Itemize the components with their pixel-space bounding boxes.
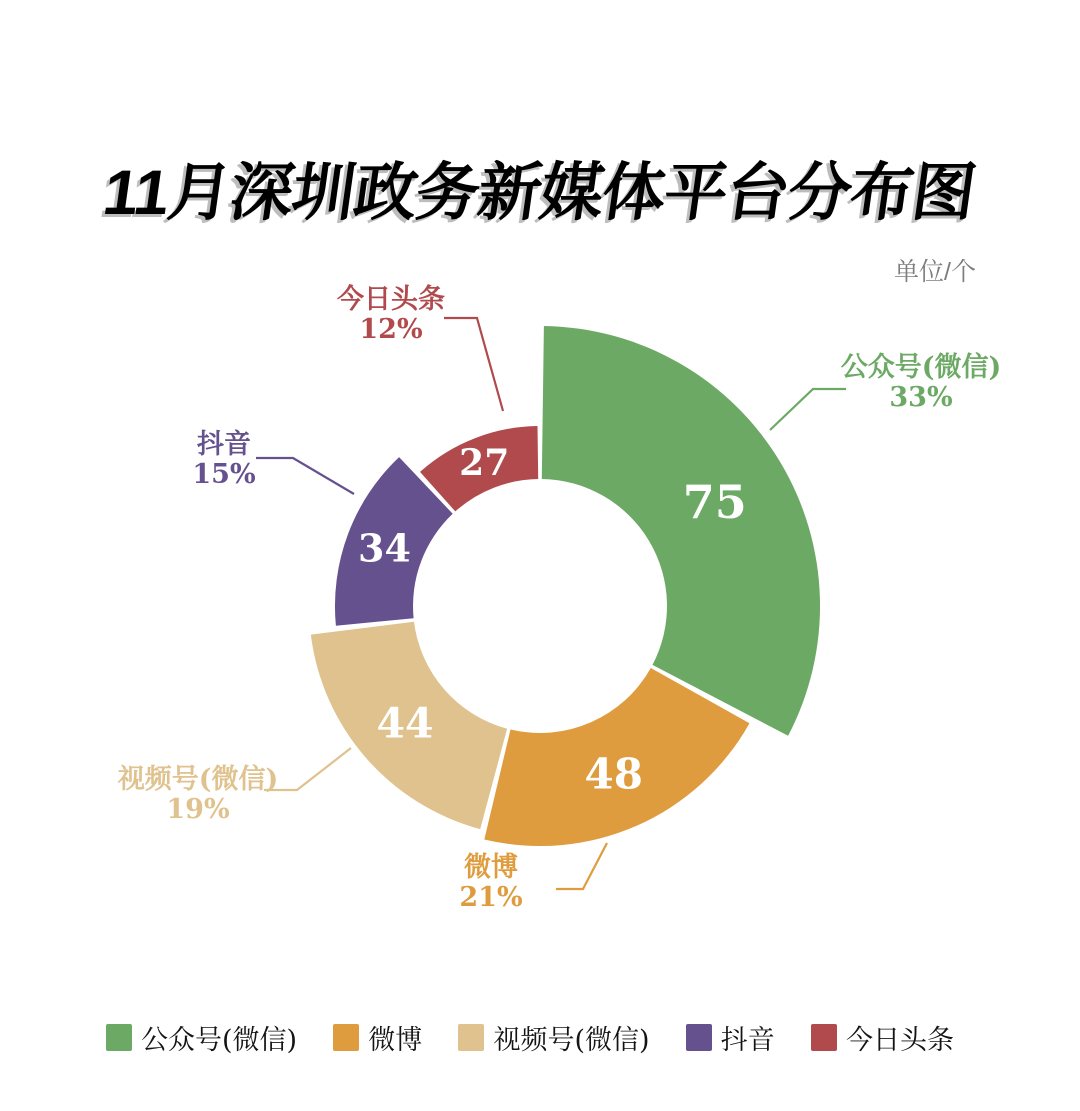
slice-value-label-4: 27 [459, 442, 510, 484]
slice-value-label-3: 34 [358, 525, 411, 571]
unit-label: 单位/个 [894, 258, 976, 286]
callout-series-name: 抖音 [196, 429, 251, 460]
callout-percent: 15% [192, 459, 256, 490]
legend-swatch-2 [458, 1024, 484, 1051]
callout-series-name: 视频号(微信) [117, 764, 279, 795]
legend-item-label: 视频号(微信) [493, 1025, 650, 1056]
callout-percent: 19% [166, 794, 230, 825]
legend-item-3 [686, 1018, 775, 1057]
legend-item-0 [106, 1018, 297, 1057]
legend-item-label: 微博 [368, 1025, 423, 1056]
legend-swatch-1 [333, 1024, 359, 1051]
callout-series-name: 公众号(微信) [840, 352, 1002, 383]
callout-label-4 [337, 285, 445, 345]
callout-label-0 [841, 353, 1002, 413]
callout-line-1 [556, 843, 607, 889]
slice-value-label-1: 48 [584, 749, 643, 799]
slice-value-label-2: 44 [376, 699, 434, 748]
legend-swatch-4 [811, 1024, 837, 1051]
callout-line-4 [444, 318, 503, 411]
callout-label-1 [459, 853, 522, 913]
legend-item-4 [811, 1018, 954, 1057]
callout-percent: 33% [889, 382, 953, 413]
callout-percent: 12% [359, 314, 423, 345]
slice-value-label-0: 75 [682, 474, 747, 529]
callout-percent: 21% [459, 882, 523, 913]
callout-series-name: 微博 [463, 852, 518, 883]
callout-line-0 [770, 389, 846, 430]
legend-item-2 [458, 1018, 649, 1057]
pie-slice-0 [542, 326, 820, 736]
legend-item-label: 抖音 [720, 1025, 775, 1056]
legend-item-1 [333, 1018, 422, 1057]
callout-label-2 [118, 765, 279, 825]
callout-line-3 [256, 458, 354, 494]
legend-item-label: 今日头条 [845, 1025, 954, 1056]
legend-swatch-0 [106, 1024, 132, 1051]
callout-series-name: 今日头条 [337, 284, 445, 315]
legend-item-label: 公众号(微信) [141, 1025, 298, 1056]
callout-label-3 [192, 430, 255, 490]
legend-swatch-3 [686, 1024, 712, 1051]
legend [106, 1018, 954, 1057]
chart-title: 11月深圳政务新媒体平台分布图 [99, 158, 980, 228]
